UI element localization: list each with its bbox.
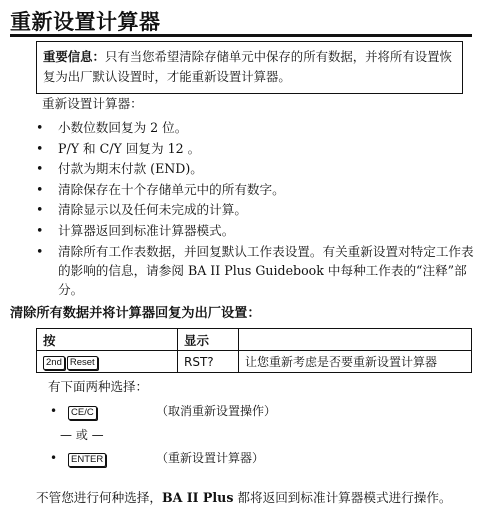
- list-item: • 清除显示以及任何未完成的计算。: [36, 202, 247, 218]
- choices-heading: 有下面两种选择：: [48, 379, 149, 394]
- list-item: • 清除所有工作表数据，并回复默认工作表设置。有关重新设置对特定工作表的影响的信息，请参阅 BA II Plus Guidebook 中每种工作表的“注释”部分。: [36, 243, 474, 297]
- list-item: • 付款为期末付款 (END)。: [36, 161, 203, 177]
- choice-cancel: [50, 402, 276, 420]
- keys-cell: [37, 351, 178, 373]
- closing-paragraph: [36, 487, 452, 506]
- table-header-row: [37, 329, 472, 351]
- header-description: [239, 329, 472, 351]
- header-display: 显示: [178, 329, 239, 351]
- reset-effects-list: [34, 118, 476, 300]
- key-2nd: 2nd: [43, 356, 65, 370]
- page-title: 重新设置计算器: [10, 10, 161, 34]
- reset-intro: 重新设置计算器：: [42, 96, 143, 111]
- final-before: 不管您进行何种选择，: [36, 490, 162, 505]
- bullet: •: [50, 404, 58, 418]
- bullet: •: [50, 451, 58, 465]
- list-item-text: 小数位数回复为 2 位。: [58, 120, 188, 135]
- display-cell: RST?: [178, 351, 239, 373]
- choice-enter-text: （重新设置计算器）: [156, 451, 265, 465]
- choice-enter: [50, 449, 264, 467]
- list-item: • 小数位数回复为 2 位。: [36, 120, 188, 135]
- keystroke-table: [36, 328, 472, 373]
- or-separator: — 或 —: [60, 428, 104, 442]
- final-after: 都将返回到标准计算器模式进行操作。: [233, 490, 452, 505]
- description-cell: 让您重新考虑是否要重新设置计算器: [239, 351, 472, 373]
- title-rule: [10, 34, 472, 37]
- final-brand: BA II Plus: [161, 490, 234, 505]
- list-item-text: 计算器返回到标准计算器模式。: [58, 222, 235, 238]
- choice-cancel-text: （取消重新设置操作）: [156, 404, 277, 418]
- important-note-box: [36, 41, 463, 94]
- section-heading: 清除所有数据并将计算器回复为出厂设置：: [10, 306, 261, 321]
- list-item-text: 清除所有工作表数据，并回复默认工作表设置。有关重新设置对特定工作表的影响的信息，请参阅 BA II Plus Guidebook 中每种工作表的“注释”部分。: [58, 243, 474, 297]
- table-row: [37, 351, 472, 373]
- list-item-text: 清除保存在十个存储单元中的所有数字。: [58, 181, 285, 197]
- key-reset: Reset: [67, 356, 98, 370]
- list-item-text: P/Y 和 C/Y 回复为 12 。: [58, 140, 201, 156]
- list-item: • P/Y 和 C/Y 回复为 12 。: [36, 140, 201, 156]
- list-item-text: 付款为期末付款 (END)。: [58, 161, 203, 177]
- list-item-text: 清除显示以及任何未完成的计算。: [58, 202, 247, 218]
- list-item: • 计算器返回到标准计算器模式。: [36, 222, 235, 238]
- note-text: 只有当您希望清除存储单元中保存的所有数据，并将所有设置恢复为出厂默认设置时，才能重新设置计算器。: [43, 49, 452, 84]
- list-item: • 清除保存在十个存储单元中的所有数字。: [36, 181, 285, 197]
- key-ce-c: CE/C: [68, 406, 97, 420]
- note-label: 重要信息：: [43, 49, 105, 64]
- key-enter: ENTER: [68, 453, 106, 467]
- header-press: 按: [37, 329, 178, 351]
